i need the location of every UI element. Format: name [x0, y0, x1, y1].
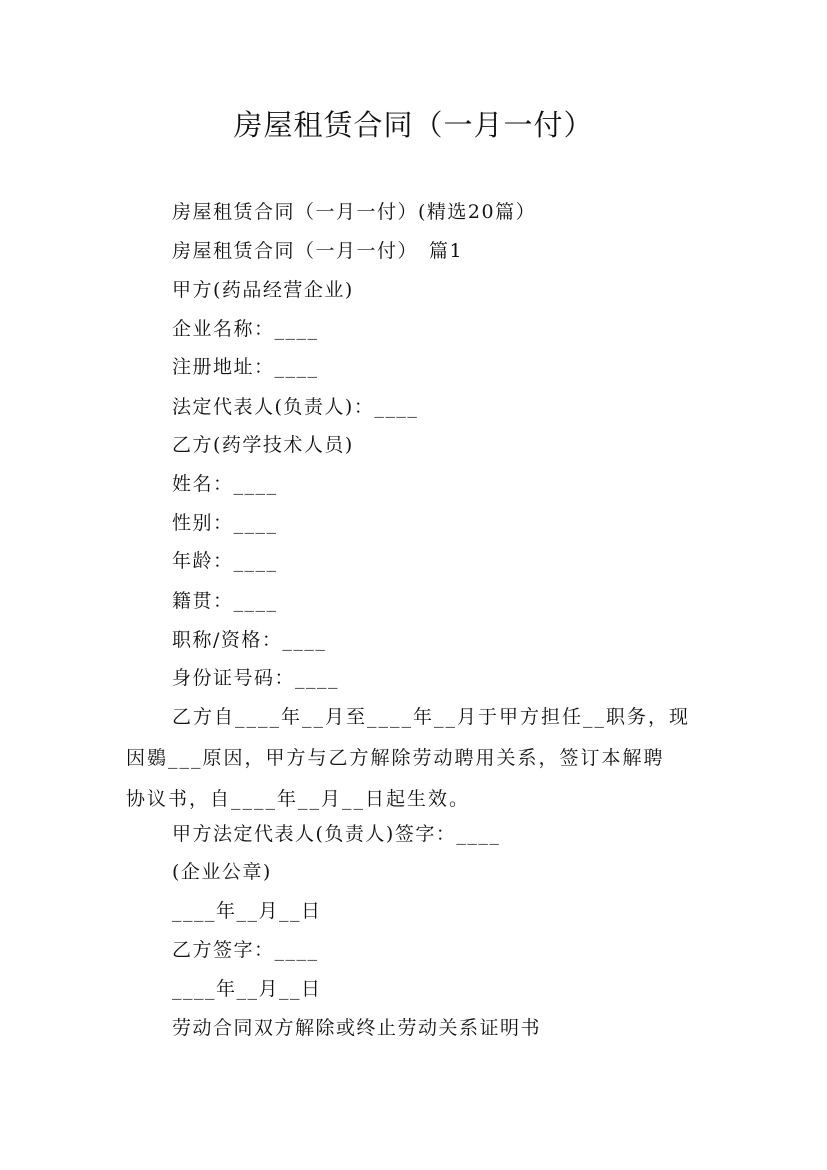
subtitle-line: 房屋租赁合同（一月一付）(精选20篇）	[172, 201, 537, 223]
registered-address-field: 注册地址：____	[172, 356, 319, 378]
native-place-field: 籍贯：____	[172, 590, 278, 612]
party-b-heading: 乙方(药学技术人员)	[172, 434, 354, 456]
section-heading: 房屋租赁合同（一月一付） 篇1	[172, 240, 464, 262]
company-name-field: 企业名称：____	[172, 318, 319, 340]
id-number-field: 身份证号码：____	[172, 667, 340, 689]
paragraph-line: 协议书，自____年__月__日起生效。	[126, 788, 471, 810]
age-field: 年龄：____	[172, 550, 278, 572]
name-field: 姓名：____	[172, 473, 278, 495]
party-a-heading: 甲方(药品经营企业)	[172, 279, 354, 301]
party-a-signature-line: 甲方法定代表人(负责人)签字：____	[172, 823, 501, 845]
document-title: 房屋租赁合同（一月一付）	[233, 108, 594, 142]
party-b-signature-line: 乙方签字：____	[172, 939, 319, 961]
party-a-date-line: ____年__月__日	[172, 900, 322, 922]
dismissal-paragraph	[126, 697, 708, 820]
next-section-heading: 劳动合同双方解除或终止劳动关系证明书	[172, 1017, 542, 1039]
legal-representative-field: 法定代表人(负责人)：____	[172, 396, 419, 418]
paragraph-line: 乙方自____年__月至____年__月于甲方担任__职务，现	[172, 706, 691, 728]
gender-field: 性别：____	[172, 512, 278, 534]
paragraph-line: 因鷃___原因，甲方与乙方解除劳动聘用关系，签订本解聘	[126, 747, 665, 769]
company-seal-line: (企业公章)	[172, 861, 272, 883]
title-qualification-field: 职称/资格：____	[172, 629, 327, 651]
party-b-date-line: ____年__月__日	[172, 978, 322, 1000]
